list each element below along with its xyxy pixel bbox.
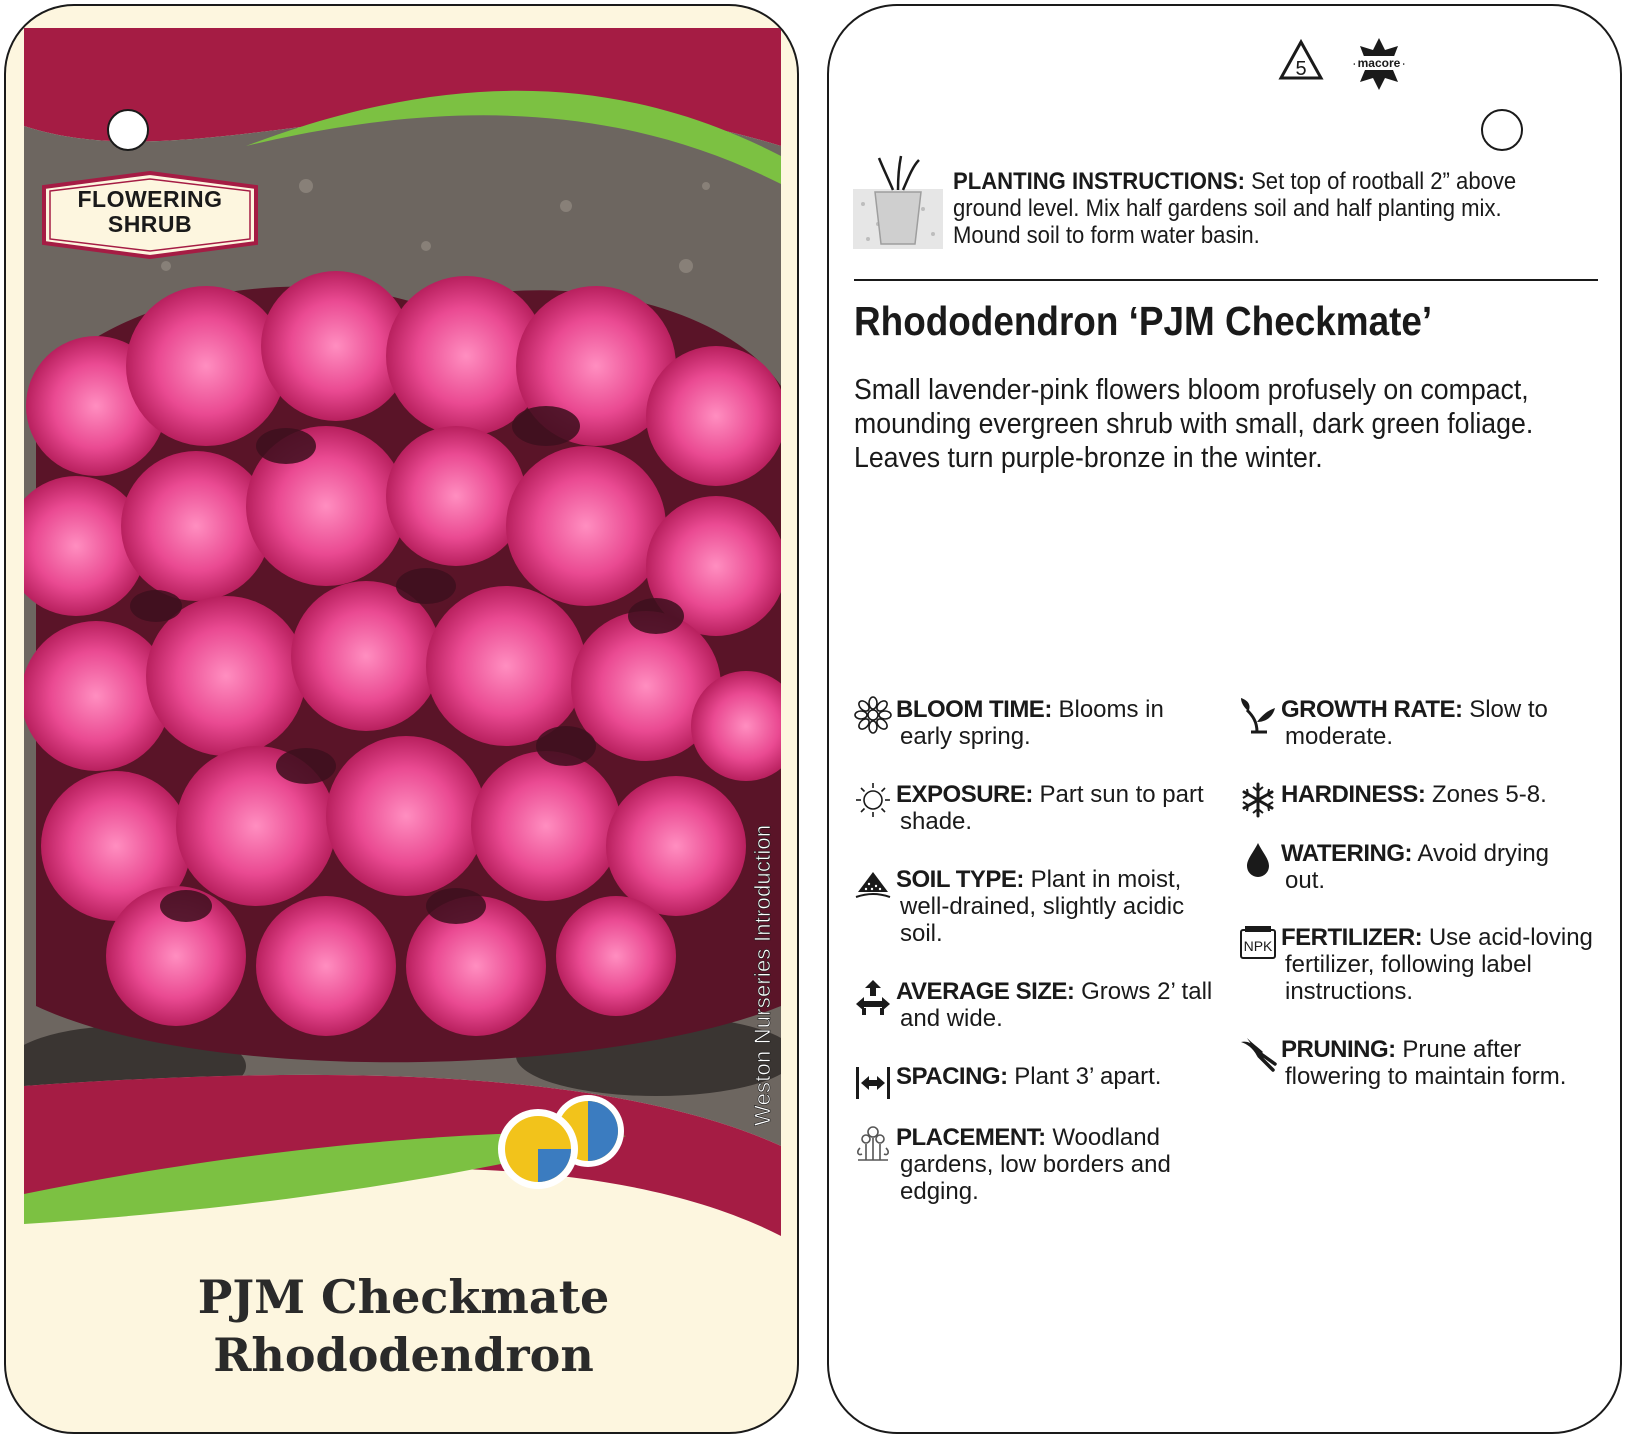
attr-value-cont: gardens, low borders and edging. bbox=[900, 1151, 1171, 1205]
attr-value: Part sun to part bbox=[1032, 781, 1204, 808]
hang-hole bbox=[107, 109, 149, 151]
growth-icon bbox=[1239, 696, 1277, 734]
attr-label: PLACEMENT: bbox=[896, 1124, 1046, 1151]
soil-icon bbox=[854, 866, 892, 904]
attr-value-cont: shade. bbox=[900, 808, 973, 835]
attr-value: Zones 5-8. bbox=[1425, 781, 1547, 808]
placement-icon bbox=[854, 1124, 892, 1162]
recycle-number: 5 bbox=[1295, 58, 1307, 80]
badge-line1: FLOWERING bbox=[77, 186, 223, 212]
attr-label: SOIL TYPE: bbox=[896, 866, 1024, 893]
common-name bbox=[6, 1268, 799, 1384]
botanical-name: Rhododendron ‘PJM Checkmate’ bbox=[854, 298, 1433, 344]
attr-value: Blooms in bbox=[1051, 696, 1164, 723]
hang-hole bbox=[1481, 109, 1523, 151]
attr-value: Avoid drying bbox=[1412, 840, 1550, 867]
flowering-shrub-badge bbox=[36, 171, 264, 259]
pruners-icon bbox=[1239, 1036, 1277, 1074]
attr-label: BLOOM TIME: bbox=[896, 696, 1052, 723]
attr-value-cont: early spring. bbox=[900, 723, 1031, 750]
attr-value: Prune after bbox=[1395, 1036, 1522, 1063]
attr-value-cont: and wide. bbox=[900, 1005, 1003, 1032]
badge-line2: SHRUB bbox=[107, 211, 193, 237]
attr-label: AVERAGE SIZE: bbox=[896, 978, 1075, 1005]
snowflake-icon bbox=[1239, 781, 1277, 819]
attr-label: GROWTH RATE: bbox=[1281, 696, 1463, 723]
attr-value: Woodland bbox=[1045, 1124, 1160, 1151]
attr-value: Plant in moist, bbox=[1023, 866, 1182, 893]
attr-value-cont: moderate. bbox=[1285, 723, 1394, 750]
water-drop-icon bbox=[1239, 840, 1277, 878]
attr-value-cont: well-drained, slightly acidic soil. bbox=[900, 893, 1185, 947]
attr-value: Plant 3’ apart. bbox=[1007, 1063, 1162, 1090]
back-tag bbox=[827, 4, 1622, 1434]
planting-pot-icon bbox=[853, 154, 943, 254]
attr-value-cont: fertilizer, following label instructions. bbox=[1285, 951, 1532, 1005]
npk-text: NPK bbox=[1243, 938, 1273, 954]
attr-value: Use acid-loving bbox=[1422, 924, 1593, 951]
attr-value-cont: flowering to maintain form. bbox=[1285, 1063, 1567, 1090]
part-sun-icon bbox=[498, 1109, 578, 1189]
attr-value: Grows 2’ tall bbox=[1074, 978, 1213, 1005]
spacing-icon bbox=[854, 1063, 892, 1101]
front-tag bbox=[4, 4, 799, 1434]
planting-text: Set top of rootball 2” above ground level. Mix half gardens soil and half planting mix. Mound soil to form water basin. bbox=[953, 168, 1517, 249]
divider bbox=[854, 279, 1598, 281]
flower-icon bbox=[854, 696, 892, 734]
attr-label: PRUNING: bbox=[1281, 1036, 1396, 1063]
attr-label: EXPOSURE: bbox=[896, 781, 1033, 808]
common-name-line2: Rhododendron bbox=[213, 1328, 594, 1382]
size-icon bbox=[854, 978, 892, 1016]
attr-value-cont: out. bbox=[1285, 867, 1326, 894]
photo-credit: Weston Nurseries Introduction bbox=[750, 824, 775, 1126]
planting-instructions bbox=[953, 168, 1542, 249]
attr-value: Slow to bbox=[1462, 696, 1548, 723]
attr-label: FERTILIZER: bbox=[1281, 924, 1423, 951]
common-name-line1: PJM Checkmate bbox=[197, 1270, 610, 1324]
planting-label: PLANTING INSTRUCTIONS: bbox=[953, 168, 1245, 195]
macore-brand: macore bbox=[1357, 56, 1401, 70]
recycle-icon bbox=[1277, 34, 1412, 94]
attr-label: HARDINESS: bbox=[1281, 781, 1426, 808]
npk-icon bbox=[1239, 924, 1277, 962]
recycle-logos bbox=[1277, 34, 1412, 94]
attr-label: WATERING: bbox=[1281, 840, 1413, 867]
sun-icon bbox=[854, 781, 892, 819]
exposure-icons bbox=[494, 1091, 634, 1191]
plant-description: Small lavender-pink flowers bloom profusely on compact, mounding evergreen shrub with small, dark green foliage. Leaves turn purple-bronze in the winter. bbox=[854, 374, 1534, 474]
attr-label: SPACING: bbox=[896, 1063, 1008, 1090]
